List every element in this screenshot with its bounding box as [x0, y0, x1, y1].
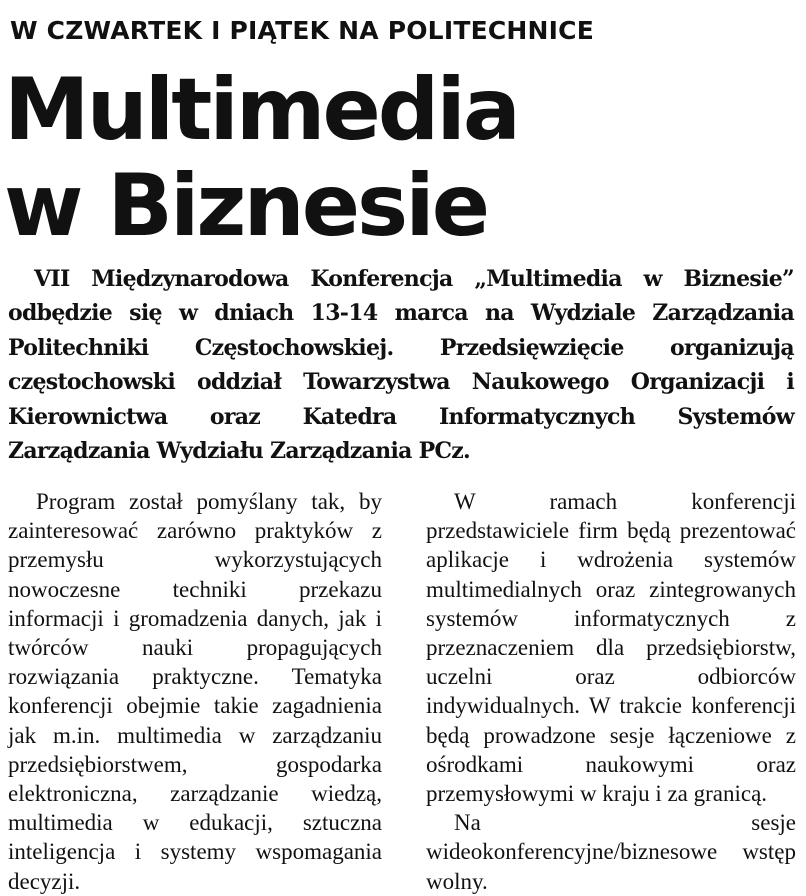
- body-paragraph: W ramach konferencji przedstawiciele firm będą prezentować aplikacje i wdrożenia systemów multimedialnych oraz zintegrowanych systemów informatycznych z przeznaczeniem dla przedsiębiorstw, uczelni oraz odbiorców indywidualnych. W trakcie konferencji będą prowadzone sesje łączeniowe z ośrodkami naukowymi oraz przemysłowymi w kraju i za granicą.: [426, 489, 796, 807]
- article-headline: [4, 62, 518, 254]
- headline-line-2: w Biznesie: [4, 156, 488, 256]
- body-paragraph: Program został pomyślany tak, by zainteresować zarówno praktyków z przemysłu wykorzystujących nowoczesne techniki przekazu informacji i gromadzenia danych, jak i twórców nauki propagujących rozwiązania praktyczne. Tematyka konferencji obejmie takie zagadnienia jak m.in. multimedia w zarządzaniu przedsiębiorstwem, gospodarka elektroniczna, zarządzanie wiedzą, multimedia w edukacji, sztuczna inteligencja i systemy wspomagania decyzji.: [8, 489, 382, 894]
- article-kicker: W CZWARTEK I PIĄTEK NA POLITECHNICE: [10, 16, 594, 45]
- body-column-right: [426, 487, 796, 896]
- headline-line-1: Multimedia: [4, 60, 518, 160]
- body-paragraph: Na sesje wideokonferencyjne/biznesowe wstęp wolny.: [426, 810, 796, 894]
- article-lead: VII Międzynarodowa Konferencja „Multimedia w Biznesie” odbędzie się w dniach 13-14 marca na Wydziale Zarządzania Politechniki Częstochowskiej. Przedsięwzięcie organizują częstochowski oddział Towarzystwa Naukowego Organizacji i Kierownictwa oraz Katedra Informatycznych Systemów Zarządzania Wydziału Zarządzania PCz.: [8, 266, 794, 465]
- body-column-left: [8, 487, 382, 896]
